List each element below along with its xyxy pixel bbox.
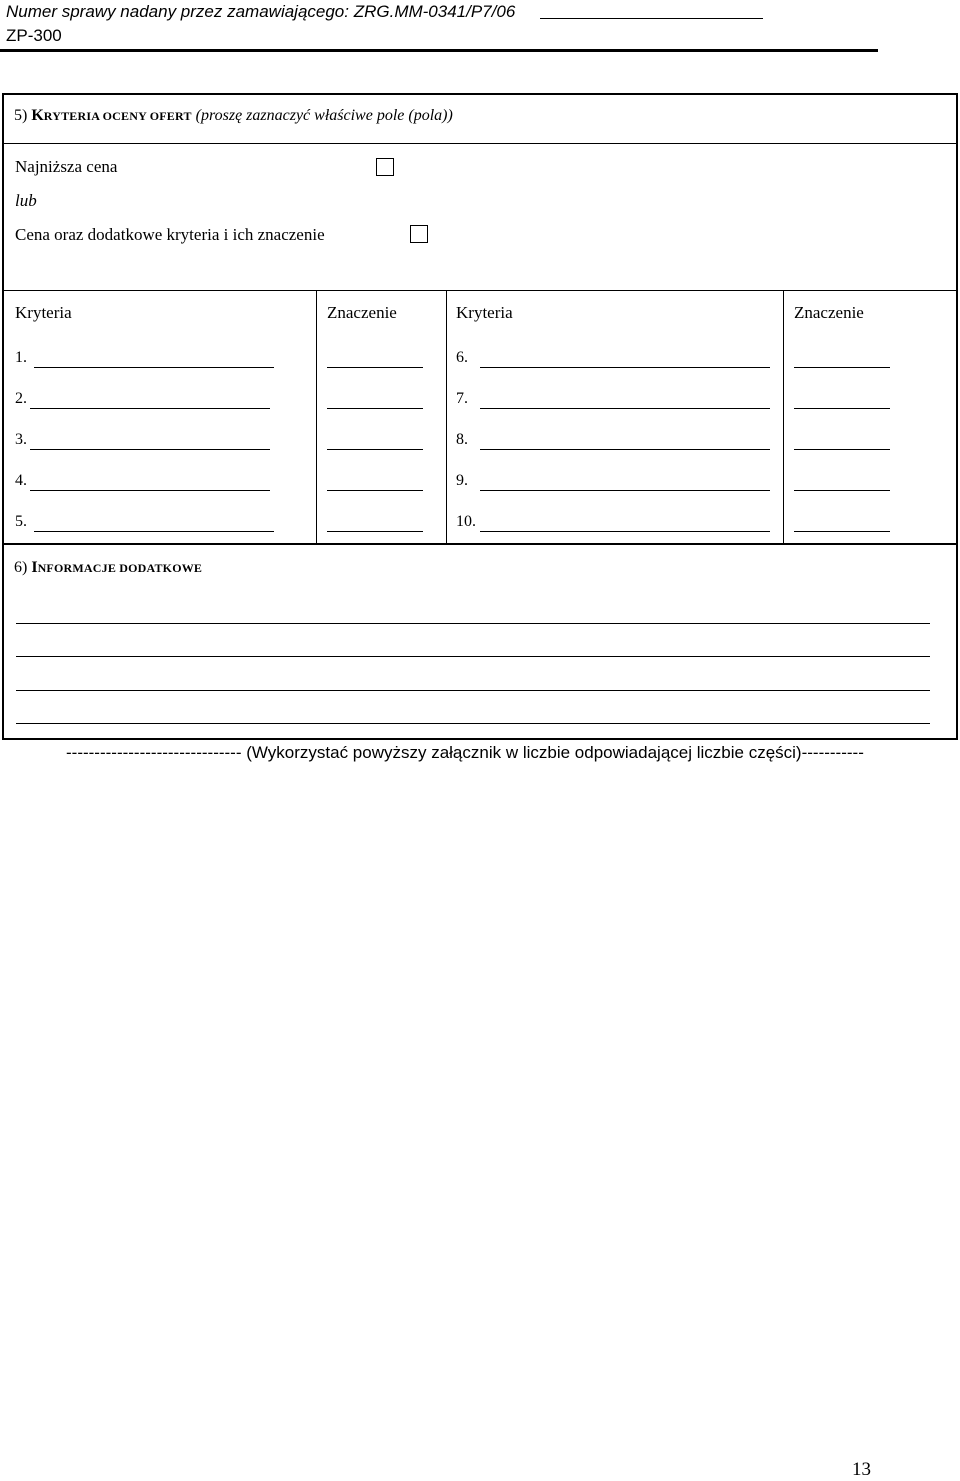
weight-field[interactable] (327, 531, 423, 532)
divider (4, 290, 956, 291)
section5-note: (proszę zaznaczyć właściwe pole (pola)) (191, 107, 453, 124)
criterion-field[interactable] (480, 449, 770, 450)
criterion-number: 6. (456, 349, 468, 366)
or-label: lub (15, 191, 37, 210)
option-lowest-price-label: Najniższa cena (15, 157, 118, 176)
criterion-number: 2. (15, 390, 27, 407)
document-header (6, 0, 515, 48)
divider (4, 543, 956, 545)
criterion-field[interactable] (34, 531, 274, 532)
criteria-header-left: Kryteria (15, 303, 72, 322)
option-price-and-criteria-label: Cena oraz dodatkowe kryteria i ich znaczenie (15, 225, 325, 244)
footer-note: ------------------------------- (Wykorzystać powyższy załącznik w liczbie odpowiadającej liczbie części)----------- (66, 743, 864, 762)
criterion-number: 5. (15, 513, 27, 530)
criterion-field[interactable] (480, 531, 770, 532)
weight-field[interactable] (794, 367, 890, 368)
column-divider (316, 291, 317, 543)
additional-info-line[interactable] (16, 623, 930, 624)
criterion-number: 4. (15, 472, 27, 489)
criterion-number: 3. (15, 431, 27, 448)
weight-field[interactable] (327, 408, 423, 409)
procedure-code: ZP-300 (6, 26, 62, 45)
additional-info-line[interactable] (16, 656, 930, 657)
criterion-field[interactable] (30, 449, 270, 450)
criterion-field[interactable] (30, 408, 270, 409)
weight-field[interactable] (327, 367, 423, 368)
divider (4, 143, 956, 144)
header-rule (0, 49, 878, 52)
page-number: 13 (852, 1459, 871, 1480)
weight-header-right: Znaczenie (794, 303, 864, 322)
weight-header-left: Znaczenie (327, 303, 397, 322)
criteria-header-right: Kryteria (456, 303, 513, 322)
price-and-criteria-checkbox[interactable] (410, 225, 428, 243)
criterion-field[interactable] (480, 490, 770, 491)
weight-field[interactable] (327, 490, 423, 491)
criterion-number: 10. (456, 513, 476, 530)
criterion-number: 8. (456, 431, 468, 448)
section6-title: 6) INFORMACJE DODATKOWE (14, 559, 203, 576)
column-divider (783, 291, 784, 543)
criterion-field[interactable] (30, 490, 270, 491)
header-underline (540, 18, 763, 19)
weight-field[interactable] (794, 449, 890, 450)
criterion-field[interactable] (480, 367, 770, 368)
criterion-number: 7. (456, 390, 468, 407)
weight-field[interactable] (794, 490, 890, 491)
criterion-number: 9. (456, 472, 468, 489)
case-number: Numer sprawy nadany przez zamawiającego: ZRG.MM-0341/P7/06 (6, 2, 516, 21)
weight-field[interactable] (794, 408, 890, 409)
criterion-field[interactable] (34, 367, 274, 368)
criterion-field[interactable] (480, 408, 770, 409)
criterion-number: 1. (15, 349, 27, 366)
lowest-price-checkbox[interactable] (376, 158, 394, 176)
weight-field[interactable] (327, 449, 423, 450)
weight-field[interactable] (794, 531, 890, 532)
additional-info-line[interactable] (16, 690, 930, 691)
form-box (2, 93, 958, 740)
additional-info-line[interactable] (16, 723, 930, 724)
section5-title: 5) KRYTERIA OCENY OFERT (proszę zaznaczyć właściwe pole (pola)) (14, 107, 453, 124)
column-divider (446, 291, 447, 543)
